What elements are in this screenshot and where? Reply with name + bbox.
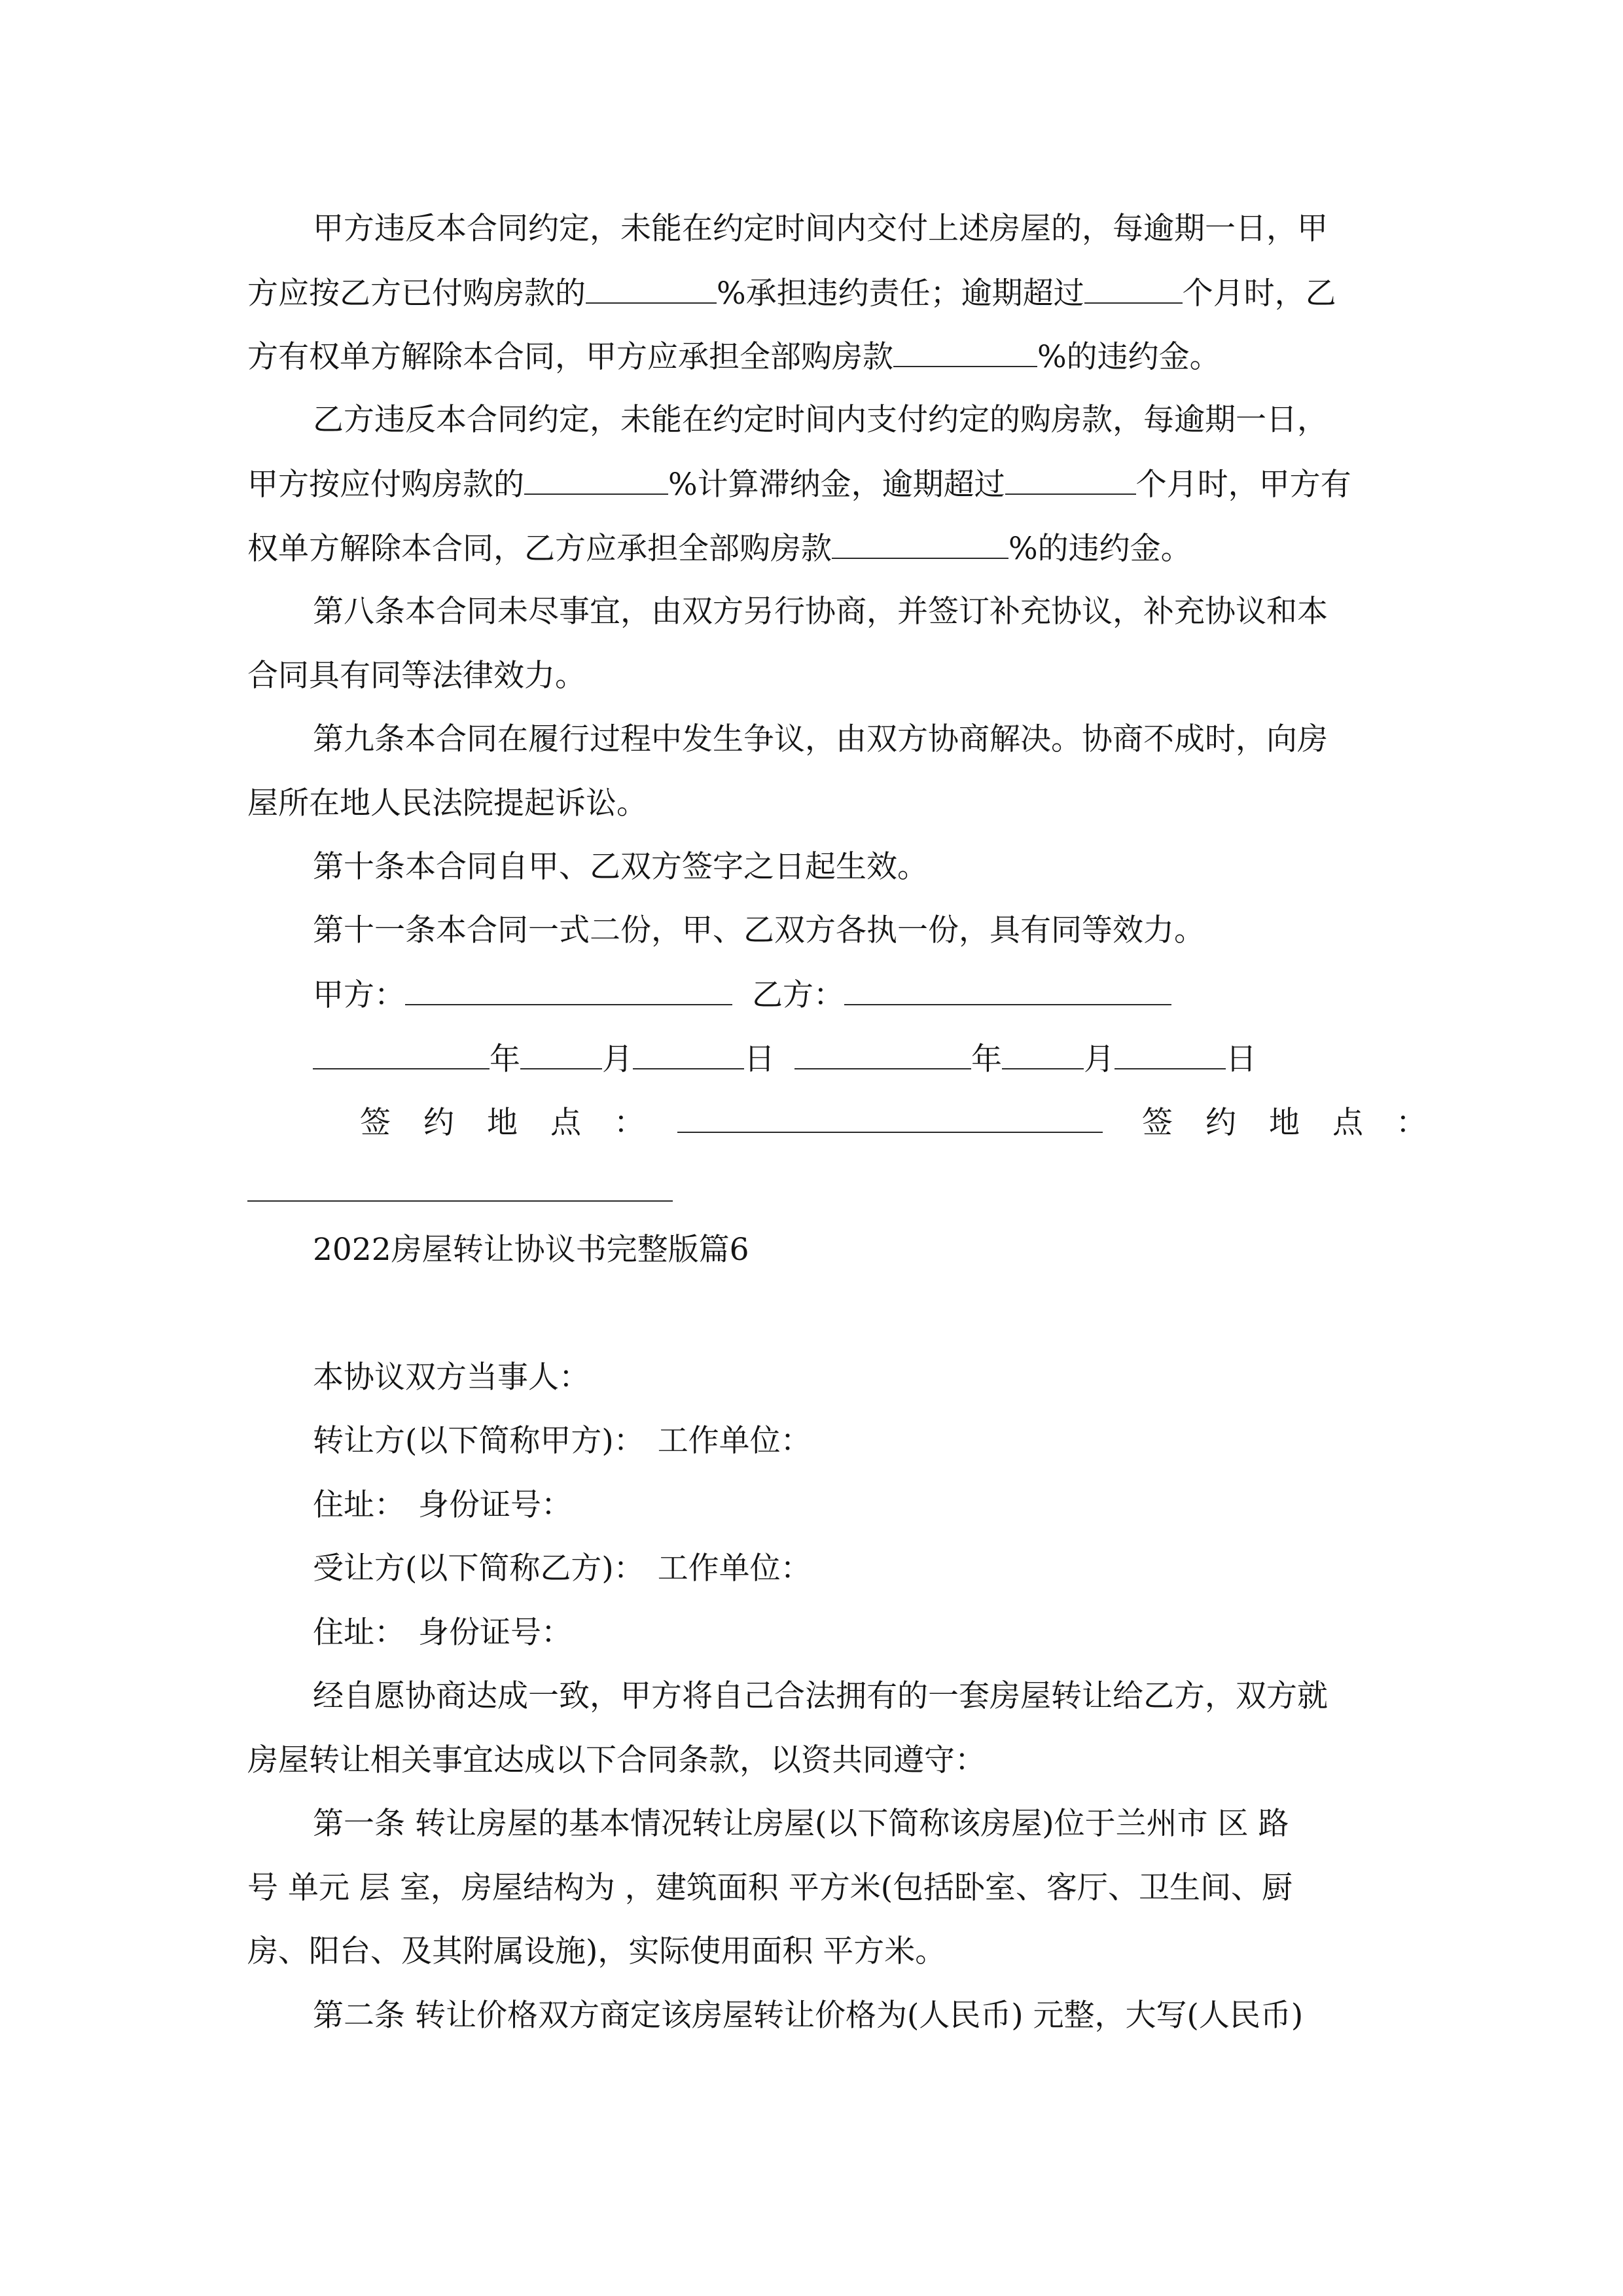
party-b-label: 乙方：	[752, 977, 844, 1013]
party-b-blank	[844, 975, 1171, 1005]
text-segment: 方有权单方解除本合同，甲方应承担全部购房款	[247, 339, 893, 375]
fill-blank	[1084, 274, 1183, 304]
breach-p1-line2	[247, 274, 1336, 314]
day-blank	[633, 1039, 744, 1069]
transferee-label: 受让方(以下简称乙方)：	[313, 1551, 645, 1587]
text-segment: %计算滞纳金，逾期超过	[668, 467, 1005, 503]
year-blank	[794, 1039, 971, 1069]
party-a-blank	[405, 975, 732, 1005]
text-segment: 甲方按应付购房款的	[247, 467, 524, 503]
signing-place-row	[360, 1103, 1459, 1143]
place-label: 签约地点：	[1142, 1105, 1459, 1141]
address-label: 住址：	[313, 1487, 405, 1523]
breach-p2-line3	[247, 529, 1192, 569]
intro-line1: 经自愿协商达成一致，甲方将自己合法拥有的一套房屋转让给乙方，双方就	[313, 1678, 1328, 1714]
fill-blank	[893, 337, 1037, 367]
article-8-line2: 合同具有同等法律效力。	[247, 658, 586, 694]
text-segment: %的违约金。	[1037, 339, 1221, 375]
address-label: 住址：	[313, 1615, 405, 1651]
article-10: 第十条本合同自甲、乙双方签字之日起生效。	[313, 849, 928, 885]
id-number-label: 身份证号：	[418, 1487, 572, 1523]
article-8-line1: 第八条本合同未尽事宜，由双方另行协商，并签订补充协议，补充协议和本	[313, 594, 1328, 630]
signature-dates	[313, 1039, 1257, 1079]
year-label: 年	[490, 1041, 520, 1077]
month-blank	[1002, 1039, 1084, 1069]
breach-p2-line1: 乙方违反本合同约定，未能在约定时间内支付约定的购房款，每逾期一日，	[313, 402, 1328, 438]
transferee-row	[313, 1549, 812, 1588]
article-1-line1: 第一条 转让房屋的基本情况转让房屋(以下简称该房屋)位于兰州市 区 路	[313, 1806, 1289, 1842]
day-blank	[1115, 1039, 1226, 1069]
transferor-row	[313, 1422, 812, 1461]
place-blank-continuation	[247, 1200, 673, 1202]
intro-line2: 房屋转让相关事宜达成以下合同条款，以资共同遵守：	[247, 1742, 986, 1778]
text-segment: %承担违约责任；逾期超过	[717, 276, 1084, 312]
employer-label: 工作单位：	[657, 1551, 812, 1587]
month-blank	[520, 1039, 602, 1069]
day-label: 日	[744, 1041, 775, 1077]
fill-blank	[1005, 465, 1136, 495]
transferor-address-row	[313, 1486, 572, 1525]
breach-p1-line3	[247, 337, 1221, 377]
section-heading: 2022房屋转让协议书完整版篇6	[313, 1232, 749, 1268]
party-a-label: 甲方：	[313, 977, 405, 1013]
year-label: 年	[971, 1041, 1002, 1077]
month-label: 月	[1084, 1041, 1115, 1077]
parties-intro: 本协议双方当事人：	[313, 1359, 590, 1395]
article-9-line1: 第九条本合同在履行过程中发生争议，由双方协商解决。协商不成时，向房	[313, 721, 1328, 757]
year-blank	[313, 1039, 490, 1069]
day-label: 日	[1226, 1041, 1257, 1077]
text-segment: 权单方解除本合同，乙方应承担全部购房款	[247, 531, 832, 567]
fill-blank	[832, 529, 1008, 559]
place-blank	[677, 1103, 1103, 1133]
article-9-line2: 屋所在地人民法院提起诉讼。	[247, 785, 647, 821]
text-segment: 方应按乙方已付购房款的	[247, 276, 586, 312]
fill-blank	[586, 274, 717, 304]
article-1-line3: 房、阳台、及其附属设施)，实际使用面积 平方米。	[247, 1933, 946, 1969]
employer-label: 工作单位：	[657, 1423, 812, 1459]
id-number-label: 身份证号：	[418, 1615, 572, 1651]
transferee-address-row	[313, 1613, 572, 1653]
fill-blank	[524, 465, 668, 495]
text-segment: 个月时，甲方有	[1135, 467, 1351, 503]
signature-parties	[313, 975, 1171, 1015]
article-11: 第十一条本合同一式二份，甲、乙双方各执一份，具有同等效力。	[313, 912, 1205, 948]
text-segment: 个月时，乙	[1182, 276, 1336, 312]
breach-p2-line2	[247, 465, 1351, 505]
article-1-line2: 号 单元 层 室，房屋结构为 ，建筑面积 平方米(包括卧室、客厅、卫生间、厨	[247, 1870, 1293, 1906]
breach-p1-line1: 甲方违反本合同约定，未能在约定时间内交付上述房屋的，每逾期一日，甲	[313, 211, 1328, 247]
transferor-label: 转让方(以下简称甲方)：	[313, 1423, 645, 1459]
month-label: 月	[602, 1041, 633, 1077]
place-label: 签约地点：	[360, 1105, 677, 1141]
text-segment: %的违约金。	[1008, 531, 1192, 567]
article-2-line1: 第二条 转让价格双方商定该房屋转让价格为(人民币) 元整，大写(人民币)	[313, 1998, 1304, 2034]
